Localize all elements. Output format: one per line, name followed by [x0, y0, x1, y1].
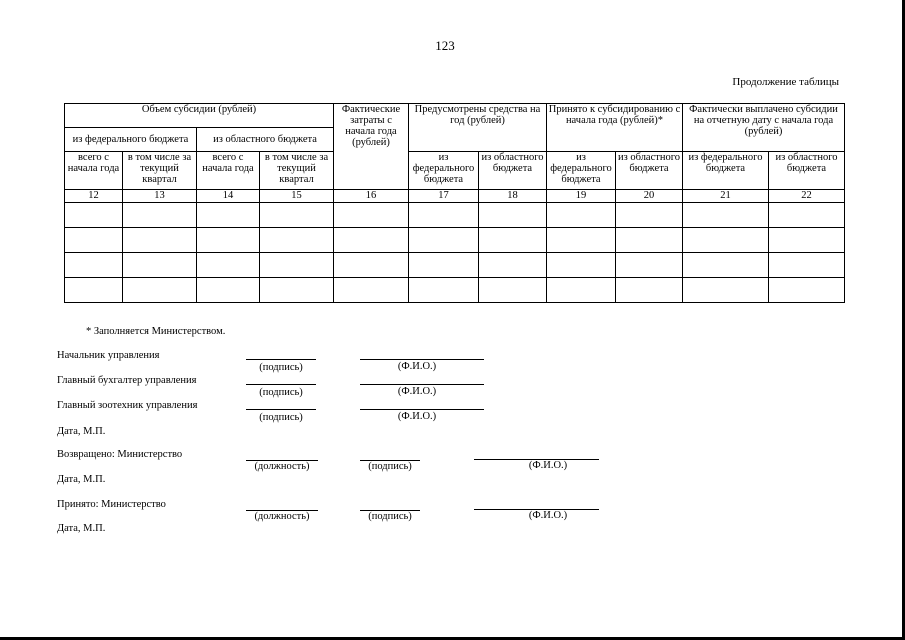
table-row — [65, 203, 845, 228]
caption-position: (должность) — [254, 461, 310, 472]
label-chief-accountant: Главный бухгалтер управления — [57, 375, 197, 386]
column-number: 15 — [260, 190, 334, 203]
caption-signature: (подпись) — [259, 362, 303, 373]
column-number: 12 — [65, 190, 123, 203]
header-planned-funds: Предусмотрены средства на год (рублей) — [409, 104, 547, 152]
header-actually-paid: Фактически выплачено субсидии на отчетную дату с начала года (рублей) — [683, 104, 845, 152]
fio-line — [360, 384, 484, 385]
caption-fio: (Ф.И.О.) — [528, 510, 568, 521]
signature-line — [246, 409, 316, 410]
continuation-label: Продолжение таблицы — [732, 76, 839, 88]
fio-line — [360, 359, 484, 360]
column-number: 14 — [197, 190, 260, 203]
column-number: 17 — [409, 190, 479, 203]
table-row — [65, 228, 845, 253]
label-chief-zootechnician: Главный зоотехник управления — [57, 400, 198, 411]
subsidy-table — [64, 103, 845, 303]
header-quarter-regional: в том числе за текущий квартал — [260, 152, 334, 190]
caption-fio: (Ф.И.О.) — [397, 361, 437, 372]
label-accepted: Принято: Министерство — [57, 499, 166, 510]
column-number: 22 — [769, 190, 845, 203]
fio-line — [360, 409, 484, 410]
header-subsidy-volume: Объем субсидии (рублей) — [65, 104, 334, 128]
header-paid-regional: из областного бюджета — [769, 152, 845, 190]
header-total-regional: всего с начала года — [197, 152, 260, 190]
header-from-regional: из областного бюджета — [197, 128, 334, 152]
header-accepted-regional: из областного бюджета — [616, 152, 683, 190]
column-number: 20 — [616, 190, 683, 203]
table-row — [65, 278, 845, 303]
header-paid-federal: из федерального бюджета — [683, 152, 769, 190]
header-actual-costs: Фактические затраты с начала года (рублей) — [334, 104, 409, 190]
signature-line — [246, 359, 316, 360]
table-row — [65, 253, 845, 278]
caption-position: (должность) — [254, 511, 310, 522]
caption-signature: (подпись) — [368, 461, 412, 472]
caption-fio: (Ф.И.О.) — [397, 411, 437, 422]
signature-line — [246, 384, 316, 385]
footnote: * Заполняется Министерством. — [86, 326, 226, 337]
label-date: Дата, М.П. — [57, 474, 106, 485]
header-total-federal: всего с начала года — [65, 152, 123, 190]
caption-signature: (подпись) — [368, 511, 412, 522]
column-number: 21 — [683, 190, 769, 203]
header-planned-regional: из областного бюджета — [479, 152, 547, 190]
label-date: Дата, М.П. — [57, 523, 106, 534]
caption-fio: (Ф.И.О.) — [397, 386, 437, 397]
header-quarter-federal: в том числе за текущий квартал — [123, 152, 197, 190]
caption-signature: (подпись) — [259, 412, 303, 423]
page-number: 123 — [435, 38, 455, 53]
label-head: Начальник управления — [57, 350, 160, 361]
caption-signature: (подпись) — [259, 387, 303, 398]
column-number: 13 — [123, 190, 197, 203]
label-date: Дата, М.П. — [57, 426, 106, 437]
header-from-federal: из федерального бюджета — [65, 128, 197, 152]
caption-fio: (Ф.И.О.) — [528, 460, 568, 471]
header-planned-federal: из федерального бюджета — [409, 152, 479, 190]
header-accepted: Принято к субсидированию с начала года (рублей)* — [547, 104, 683, 152]
column-number: 19 — [547, 190, 616, 203]
column-number: 18 — [479, 190, 547, 203]
header-accepted-federal: из федерального бюджета — [547, 152, 616, 190]
column-number-row — [65, 190, 845, 203]
column-number: 16 — [334, 190, 409, 203]
label-returned: Возвращено: Министерство — [57, 449, 183, 460]
